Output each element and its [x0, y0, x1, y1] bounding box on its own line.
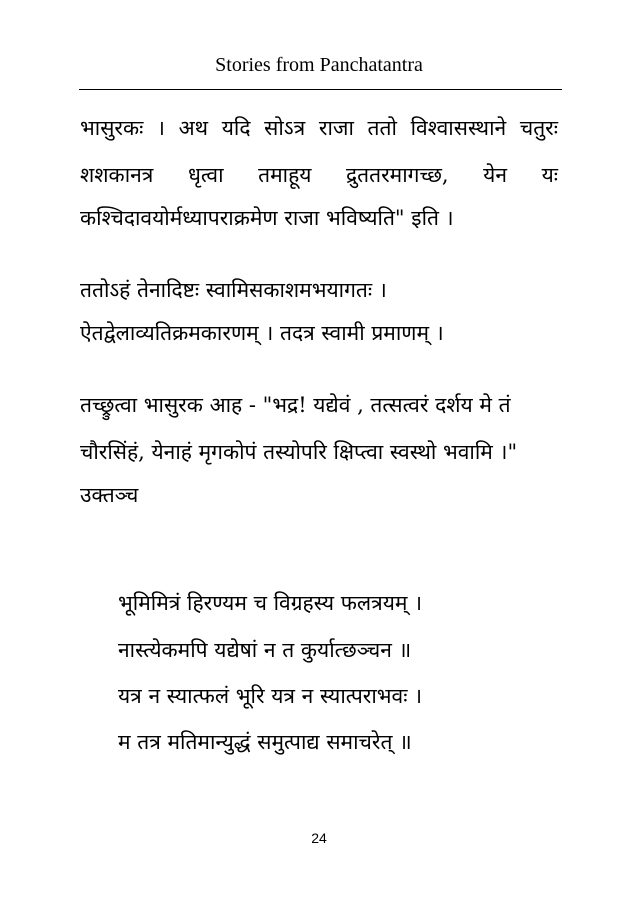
- paragraph-1-line-3: कश्चिदावयोर्मध्यापराक्रमेण राजा भविष्यति" इति ।: [80, 206, 454, 230]
- paragraph-2-line-1: ततोऽहं तेनादिष्टः स्वामिसकाशमभयागतः ।: [80, 278, 387, 302]
- paragraph-1-line-2: शशकानत्र धृत्वा तमाहूय द्रुततरमागच्छ, येन यः: [80, 163, 558, 187]
- paragraph-3-line-2: चौरसिंहं, येनाहं मृगकोपं तस्योपरि क्षिप्त्वा स्वस्थो भवामि ।": [80, 440, 518, 464]
- paragraph-1-line-1: भासुरकः । अथ यदि सोऽत्र राजा ततो विश्वासस्थाने चतुरः: [80, 116, 558, 140]
- paragraph-2-line-2: ऐतद्वेलाव्यतिक्रमकारणम् । तदत्र स्वामी प्रमाणम् ।: [80, 321, 444, 345]
- paragraph-3-line-3: उक्तञ्च: [80, 483, 139, 507]
- verse-line-2: नास्त्येकमपि यद्येषां न त कुर्यात्छञ्चन ॥: [118, 638, 412, 662]
- verse-line-3: यत्र न स्यात्फलं भूरि यत्र न स्यात्पराभवः ।: [118, 684, 423, 708]
- verse-line-1: भूमिमित्रं हिरण्यम च विग्रहस्य फलत्रयम् ।: [118, 591, 423, 615]
- paragraph-3-line-1: तच्छ्रुत्वा भासुरक आह - "भद्र! यद्येवं , तत्सत्वरं दर्शय मे तं: [80, 393, 511, 417]
- page-header: [0, 52, 638, 84]
- verse-line-4: म तत्र मतिमान्युद्धं समुत्पाद्य समाचरेत् ॥: [118, 730, 412, 754]
- page-number: 24: [311, 830, 327, 846]
- header-rule: [79, 89, 562, 90]
- header-title-english: Stories from Panchatantra: [215, 54, 423, 76]
